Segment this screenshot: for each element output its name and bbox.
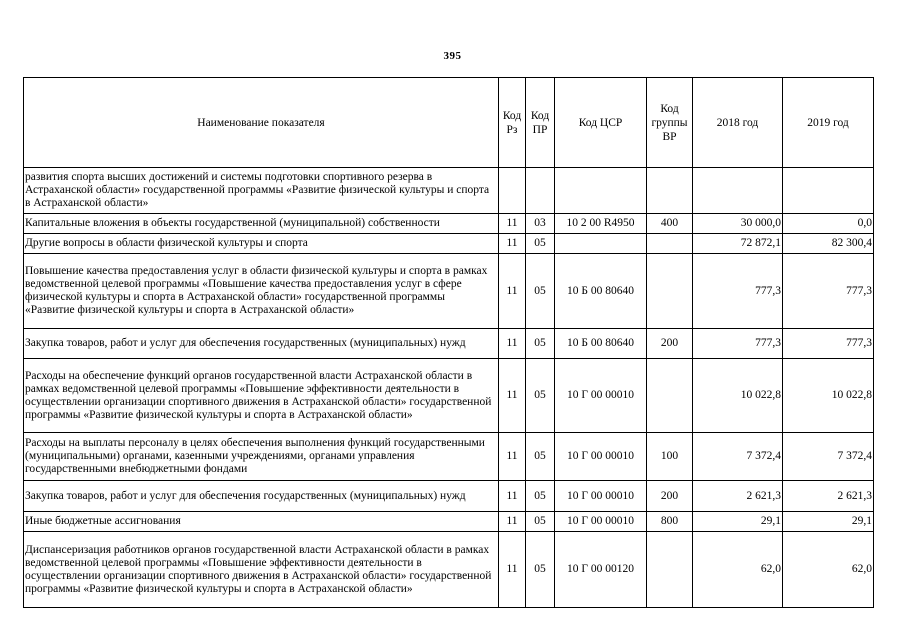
budget-table (23, 77, 874, 608)
row-vr (647, 168, 693, 214)
row-csr: 10 Г 00 00120 (555, 532, 647, 608)
table-row (24, 532, 874, 608)
row-2018: 7 372,4 (693, 433, 783, 481)
table-row (24, 512, 874, 532)
row-name: Закупка товаров, работ и услуг для обеспечения государственных (муниципальных) нужд (24, 481, 499, 512)
row-csr: 10 Б 00 80640 (555, 329, 647, 359)
row-2019: 62,0 (783, 532, 874, 608)
header-rz: Код Рз (499, 78, 526, 168)
row-name: Расходы на обеспечение функций органов государственной власти Астраханской области в рамках ведомственной целевой программы «Повышение эффективности деятельности в осуществлении организации спортивного движения в Астраханской области» государственной программы «Развитие физической культуры и спорта в Астраханской области» (24, 359, 499, 433)
table-header-row (24, 78, 874, 168)
row-vr (647, 234, 693, 254)
row-pr: 05 (526, 532, 555, 608)
row-pr: 05 (526, 481, 555, 512)
row-name: Расходы на выплаты персоналу в целях обеспечения выполнения функций государственными (муниципальными) органами, казенными учреждениями, органами управления государственными внебюджетными фондами (24, 433, 499, 481)
row-pr: 05 (526, 359, 555, 433)
row-2019: 10 022,8 (783, 359, 874, 433)
row-name: Повышение качества предоставления услуг в области физической культуры и спорта в рамках ведомственной целевой программы «Повышение качества предоставления услуг в сфере физической культуры и спорта в Астраханской области» государственной программы «Развитие физической культуры и спорта в Астраханской области» (24, 254, 499, 329)
header-name: Наименование показателя (24, 78, 499, 168)
row-pr (526, 168, 555, 214)
row-2019: 7 372,4 (783, 433, 874, 481)
row-rz (499, 168, 526, 214)
row-rz: 11 (499, 234, 526, 254)
header-csr: Код ЦСР (555, 78, 647, 168)
row-2018: 2 621,3 (693, 481, 783, 512)
row-rz: 11 (499, 433, 526, 481)
table-row (24, 214, 874, 234)
row-vr (647, 359, 693, 433)
row-name: Другие вопросы в области физической культуры и спорта (24, 234, 499, 254)
row-name: развития спорта высших достижений и системы подготовки спортивного резерва в Астраханской области» государственной программы «Развитие физической культуры и спорта в Астраханской области» (24, 168, 499, 214)
row-rz: 11 (499, 254, 526, 329)
row-2018: 30 000,0 (693, 214, 783, 234)
row-2018: 62,0 (693, 532, 783, 608)
row-csr: 10 Г 00 00010 (555, 359, 647, 433)
table-row (24, 481, 874, 512)
row-vr: 800 (647, 512, 693, 532)
row-vr: 200 (647, 481, 693, 512)
row-csr: 10 Г 00 00010 (555, 481, 647, 512)
row-2019: 2 621,3 (783, 481, 874, 512)
row-vr (647, 254, 693, 329)
row-name: Диспансеризация работников органов государственной власти Астраханской области в рамках ведомственной целевой программы «Повышение эффективности деятельности в осуществлении организации спортивного движения в Астраханской области» государственной программы «Развитие физической культуры и спорта в Астраханской области» (24, 532, 499, 608)
table-row (24, 433, 874, 481)
row-2018 (693, 168, 783, 214)
row-rz: 11 (499, 512, 526, 532)
row-rz: 11 (499, 481, 526, 512)
row-2018: 777,3 (693, 254, 783, 329)
row-pr: 05 (526, 234, 555, 254)
row-rz: 11 (499, 214, 526, 234)
row-vr: 400 (647, 214, 693, 234)
row-2019: 0,0 (783, 214, 874, 234)
row-vr (647, 532, 693, 608)
page-number: 395 (443, 50, 462, 62)
table-row (24, 359, 874, 433)
row-vr: 100 (647, 433, 693, 481)
row-2019: 29,1 (783, 512, 874, 532)
row-csr: 10 Г 00 00010 (555, 433, 647, 481)
row-pr: 05 (526, 329, 555, 359)
row-rz: 11 (499, 329, 526, 359)
table-row (24, 254, 874, 329)
row-2019: 777,3 (783, 254, 874, 329)
row-csr: 10 Б 00 80640 (555, 254, 647, 329)
row-csr: 10 2 00 R4950 (555, 214, 647, 234)
row-2019: 82 300,4 (783, 234, 874, 254)
row-name: Иные бюджетные ассигнования (24, 512, 499, 532)
row-pr: 05 (526, 254, 555, 329)
row-2018: 72 872,1 (693, 234, 783, 254)
row-name: Закупка товаров, работ и услуг для обеспечения государственных (муниципальных) нужд (24, 329, 499, 359)
row-csr (555, 168, 647, 214)
row-2019: 777,3 (783, 329, 874, 359)
row-pr: 05 (526, 433, 555, 481)
row-2019 (783, 168, 874, 214)
row-2018: 777,3 (693, 329, 783, 359)
row-pr: 05 (526, 512, 555, 532)
row-2018: 10 022,8 (693, 359, 783, 433)
row-2018: 29,1 (693, 512, 783, 532)
row-csr (555, 234, 647, 254)
table-row (24, 168, 874, 214)
header-vr: Код группы ВР (647, 78, 693, 168)
row-vr: 200 (647, 329, 693, 359)
row-csr: 10 Г 00 00010 (555, 512, 647, 532)
header-pr: Код ПР (526, 78, 555, 168)
table-row (24, 329, 874, 359)
row-rz: 11 (499, 532, 526, 608)
row-name: Капитальные вложения в объекты государственной (муниципальной) собственности (24, 214, 499, 234)
header-2019: 2019 год (783, 78, 874, 168)
header-2018: 2018 год (693, 78, 783, 168)
row-pr: 03 (526, 214, 555, 234)
table-row (24, 234, 874, 254)
row-rz: 11 (499, 359, 526, 433)
